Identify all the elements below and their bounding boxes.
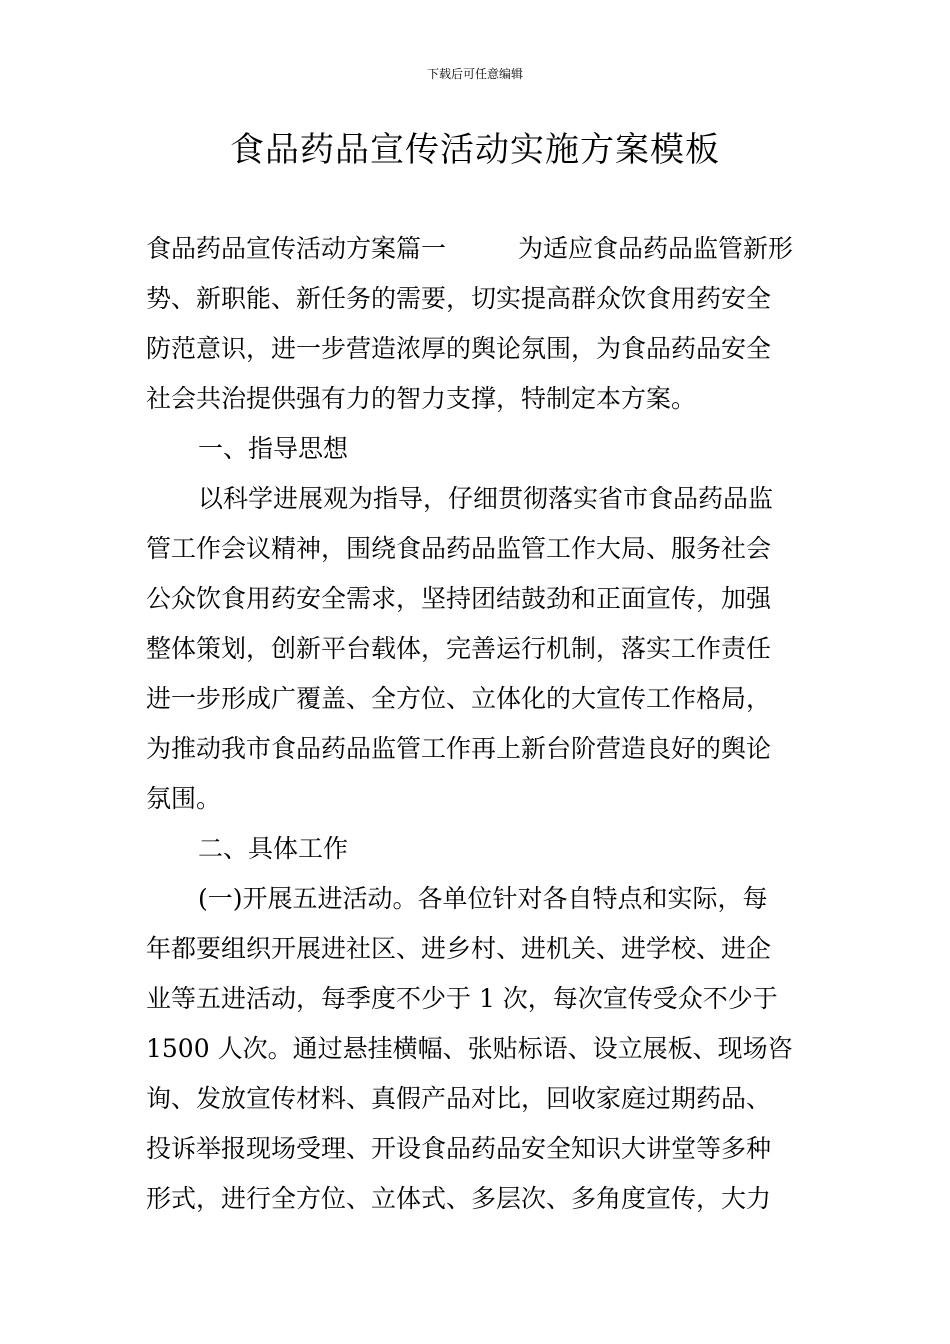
section1-heading: 一、指导思想 (198, 434, 349, 463)
section2-line-6: 投诉举报现场受理、开设食品药品安全知识大讲堂等多种 (146, 1134, 772, 1163)
section2-line-1: (一)开展五进活动。各单位针对各自特点和实际，每 (198, 884, 768, 913)
section1-line-3: 公众饮食用药安全需求，坚持团结鼓劲和正面宣传，加强 (146, 584, 772, 613)
section1-paragraph (146, 474, 806, 824)
intro-paragraph (146, 224, 806, 424)
intro-label: 食品药品宣传活动方案篇一 (146, 234, 447, 263)
section2-line-7: 形式，进行全方位、立体式、多层次、多角度宣传，大力 (146, 1184, 772, 1213)
section2-line-4: 1500 人次。通过悬挂横幅、张贴标语、设立展板、现场咨 (146, 1034, 793, 1063)
section2-paragraph (146, 874, 806, 1224)
section2-line-5: 询、发放宣传材料、真假产品对比，回收家庭过期药品、 (146, 1084, 772, 1113)
intro-line-1 (146, 224, 806, 274)
section2-line-3: 业等五进活动，每季度不少于 1 次，每次宣传受众不少于 (146, 984, 778, 1013)
header-note: 下载后可任意编辑 (426, 67, 523, 81)
section1-line-7: 氛围。 (146, 784, 222, 813)
section1-line-6: 为推动我市食品药品监管工作再上新台阶营造良好的舆论 (146, 734, 772, 763)
section1-line-5: 进一步形成广覆盖、全方位、立体化的大宣传工作格局， (146, 684, 772, 713)
document-body (146, 224, 806, 1224)
document-title: 食品药品宣传活动实施方案模板 (230, 130, 720, 170)
intro-text-1: 为适应食品药品监管新形 (518, 234, 794, 263)
intro-line-2: 势、新职能、新任务的需要，切实提高群众饮食用药安全 (146, 284, 772, 313)
section1-line-2: 管工作会议精神，围绕食品药品监管工作大局、服务社会 (146, 534, 772, 563)
section2-line-2: 年都要组织开展进社区、进乡村、进机关、进学校、进企 (146, 934, 772, 963)
section1-line-4: 整体策划，创新平台载体，完善运行机制，落实工作责任 (146, 634, 772, 663)
section2-heading: 二、具体工作 (198, 834, 349, 863)
section1-line-1: 以科学进展观为指导，仔细贯彻落实省市食品药品监 (198, 484, 774, 513)
intro-line-4: 社会共治提供强有力的智力支撑，特制定本方案。 (146, 384, 697, 413)
intro-line-3: 防范意识，进一步营造浓厚的舆论氛围，为食品药品安全 (146, 334, 772, 363)
